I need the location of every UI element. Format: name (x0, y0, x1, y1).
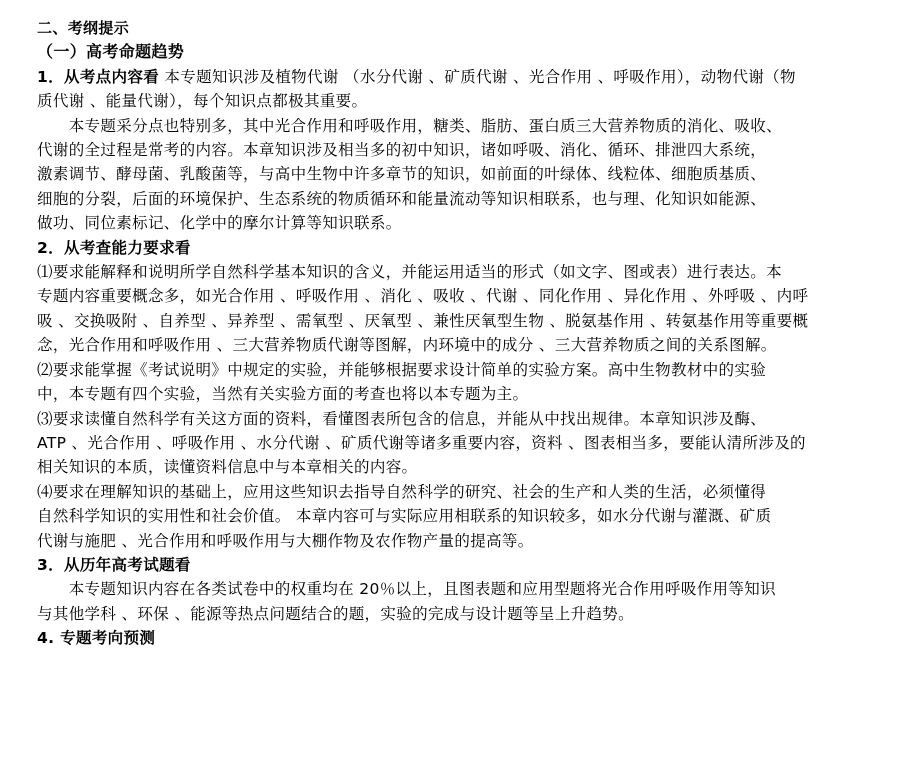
section-heading: 二、考纲提示 (37, 19, 130, 37)
paragraph-1-line-2: 质代谢 、能量代谢），每个知识点都极其重要。 (37, 92, 368, 111)
paragraph-2-line: 代谢的全过程是常考的内容。本章知识涉及相当多的初中知识，诸如呼吸、消化、循环、排泄四大系统， (37, 141, 767, 160)
item-2-line: ⑵要求能掌握《考试说明》中规定的实验，并能够根据要求设计简单的实验方案。高中生物教材中的实验 (37, 360, 767, 379)
item-4-line: ⑷要求在理解知识的基础上，应用这些知识去指导自然科学的研究、社会的生产和人类的生活，必须懂得 (37, 482, 767, 501)
item-3-line: 相关知识的本质，读懂资料信息中与本章相关的内容。 (37, 458, 418, 477)
paragraph-3-line: 本专题知识内容在各类试卷中的权重均在 20％以上，且图表题和应用型题将光合作用呼吸作用等知识 (37, 580, 776, 599)
item-3-line: ATP 、光合作用 、呼吸作用 、水分代谢 、矿质代谢等诸多重要内容，资料 、图表相当多，要能认清所涉及的 (37, 433, 806, 452)
heading-3: 3．从历年高考试题看 (37, 555, 191, 574)
item-3-line: ⑶要求读懂自然科学有关这方面的资料，看懂图表所包含的信息，并能从中找出规律。本章知识涉及酶、 (37, 409, 767, 428)
item-4-line: 自然科学知识的实用性和社会价值。 本章内容可与实际应用相联系的知识较多，如水分代谢与灌溉、矿质 (37, 507, 772, 526)
paragraph-2-line: 细胞的分裂，后面的环境保护、生态系统的物质循环和能量流动等知识相联系，也与理、化知识如能源、 (37, 189, 767, 208)
item-1-line: 念，光合作用和呼吸作用 、三大营养物质代谢等图解，内环境中的成分 、三大营养物质之间的关系图解。 (37, 336, 777, 355)
paragraph-2-line: 激素调节、酵母菌、乳酸菌等，与高中生物中许多章节的知识，如前面的叶绿体、线粒体、细胞质基质、 (37, 165, 767, 184)
paragraph-3-line: 与其他学科 、环保 、能源等热点问题结合的题，实验的完成与设计题等呈上升趋势。 (37, 604, 635, 623)
paragraph-2 (37, 114, 870, 236)
item-1 (37, 260, 870, 358)
sub-heading: （一）高考命题趋势 (37, 42, 185, 62)
paragraph-1-line-1 (37, 65, 870, 89)
item-1-line: 专题内容重要概念多，如光合作用 、呼吸作用 、消化 、吸收 、代谢 、同化作用 、异化作用 、外呼吸 、内呼 (37, 287, 809, 306)
item-2 (37, 358, 870, 407)
paragraph-3 (37, 577, 870, 626)
item-2-line: 中，本专题有四个实验，当然有关实验方面的考查也将以本专题为主。 (37, 385, 529, 404)
paragraph-2-line: 本专题采分点也特别多，其中光合作用和呼吸作用，糖类、脂肪、蛋白质三大营养物质的消化、吸收、 (37, 116, 782, 135)
heading-4: 4. 专题考向预测 (37, 629, 156, 648)
item-1-line: ⑴要求能解释和说明所学自然科学基本知识的含义，并能运用适当的形式（如文字、图或表）进行表达。本 (37, 263, 782, 282)
paragraph-2-line: 做功、同位素标记、化学中的摩尔计算等知识联系。 (37, 214, 402, 233)
paragraph-1-text: 本专题知识涉及植物代谢 （水分代谢 、矿质代谢 、光合作用 、呼吸作用），动物代谢（物 (159, 67, 796, 86)
item-4 (37, 480, 870, 553)
heading-2: 2．从考查能力要求看 (37, 238, 191, 257)
item-3 (37, 407, 870, 480)
paragraph-1-label: 1．从考点内容看 (37, 67, 160, 86)
paragraph-1 (37, 65, 870, 114)
item-4-line: 代谢与施肥 、光合作用和呼吸作用与大棚作物及农作物产量的提高等。 (37, 531, 534, 550)
item-1-line: 吸 、交换吸附 、自养型 、异养型 、需氧型 、厌氧型 、兼性厌氧型生物 、脱氨基作用 、转氨基作用等重要概 (37, 311, 809, 330)
